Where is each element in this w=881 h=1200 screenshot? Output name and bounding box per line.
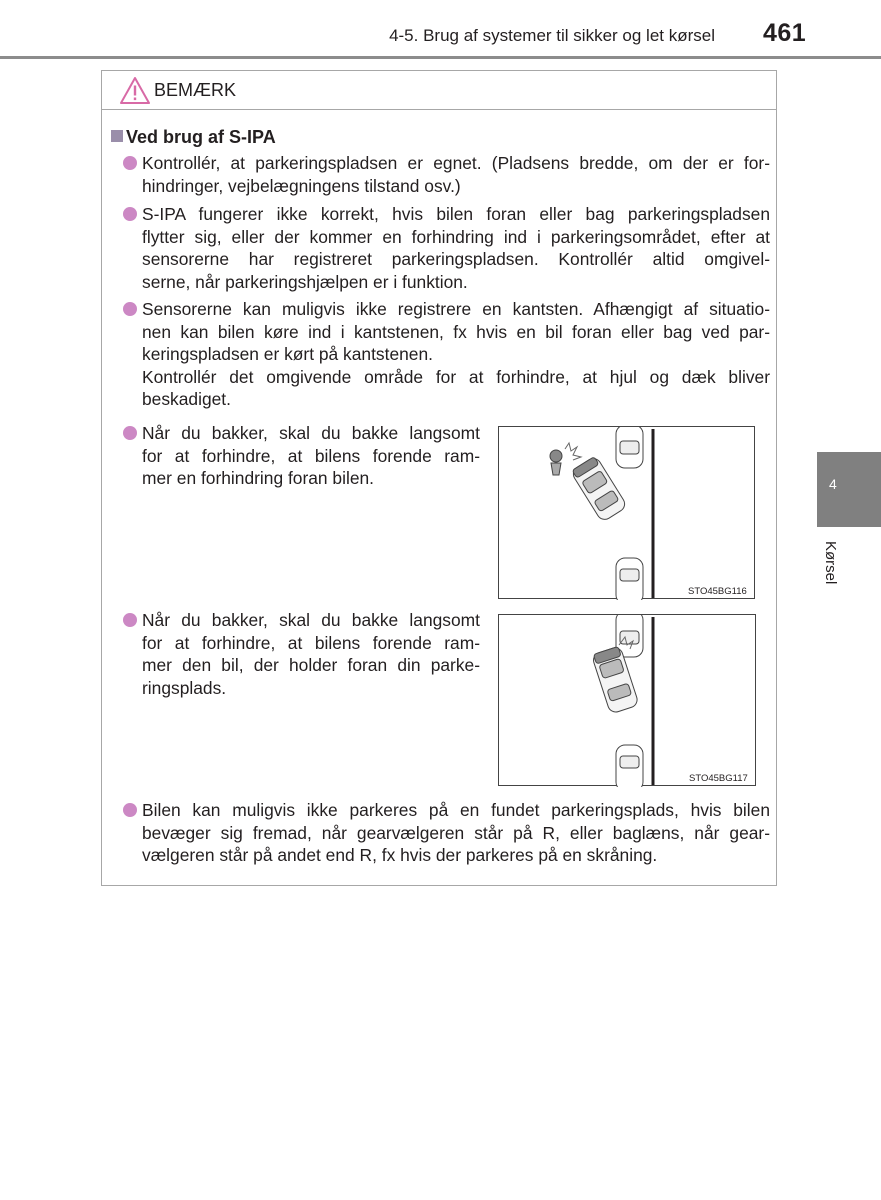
heading-square-icon [111, 130, 123, 142]
bullet-dot-icon [123, 803, 137, 817]
bullet-dot-icon [123, 613, 137, 627]
parked-car-rear [616, 745, 643, 787]
header-rule [0, 56, 881, 59]
chapter-tab [817, 452, 881, 527]
bullet-dot-icon [123, 302, 137, 316]
list-item: Bilen kan muligvis ikke parkeres på en fundet parkeringsplads, hvis bilen bevæger sig fremad, når gearvælgeren står på R, eller baglæns, når gear- vælgeren står på andet end R, fx hvis der parkeres på en skråning. [142, 799, 770, 867]
parked-car-front [616, 427, 643, 468]
figure-caption: STO45BG116 [688, 586, 747, 597]
parked-car-rear [616, 558, 643, 600]
section-heading: Ved brug af S-IPA [111, 127, 276, 148]
bullet-dot-icon [123, 426, 137, 440]
list-item: Kontrollér, at parkeringspladsen er egnet. (Pladsens bredde, om der er for- hindringer, vejbelægningens tilstand osv.) [142, 152, 770, 197]
notice-box [101, 70, 777, 886]
parking-illustration-2 [499, 615, 757, 787]
notice-header [102, 71, 776, 110]
figure-caption: STO45BG117 [689, 773, 748, 784]
warning-triangle-icon [119, 76, 151, 106]
figure-parking-obstacle [498, 426, 755, 599]
figure-parking-car-ahead [498, 614, 756, 786]
bullet-dot-icon [123, 207, 137, 221]
list-item: Sensorerne kan muligvis ikke registrere en kantsten. Afhængigt af situatio- nen kan bilen køre ind i kantstenen, fx hvis en bil foran eller bag ved par- keringspladsen er kørt på kantstenen. Kontrollér det omgivende område for at forhindre, at hjul og dæk bliver beskadiget. [142, 298, 770, 411]
list-item: S-IPA fungerer ikke korrekt, hvis bilen foran eller bag parkeringspladsen flytter sig, eller der kommer en forhindring ind i parkeringsområdet, efter at sensorerne har registreret parkeringspladsen. Kontrollér altid omgivel- serne, når parkeringshjælpen er i funktion. [142, 203, 770, 293]
bullet-dot-icon [123, 156, 137, 170]
notice-label: BEMÆRK [154, 80, 237, 100]
page-number: 461 [763, 19, 807, 47]
running-header: 4-5. Brug af systemer til sikker og let kørsel [389, 26, 715, 45]
chapter-name: Kørsel [822, 541, 839, 585]
list-item: Når du bakker, skal du bakke langsomt for at forhindre, at bilens forende ram- mer en forhindring foran bilen. [142, 422, 480, 490]
chapter-number: 4 [829, 476, 837, 492]
parking-illustration-1 [499, 427, 756, 600]
list-item: Når du bakker, skal du bakke langsomt for at forhindre, at bilens forende ram- mer den bil, der holder foran din parke- ringsplads. [142, 609, 480, 699]
